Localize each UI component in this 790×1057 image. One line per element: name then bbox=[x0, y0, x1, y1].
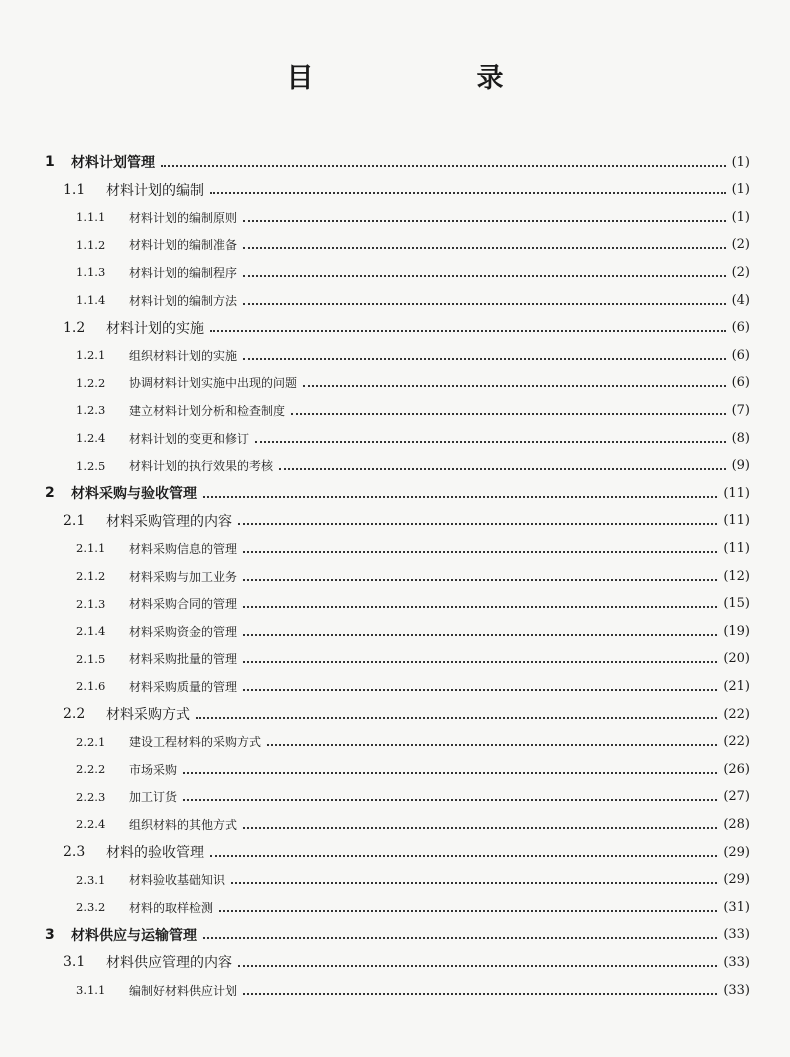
toc-entry-title: 材料采购信息的管理 bbox=[129, 541, 238, 556]
toc-entry[interactable] bbox=[0, 923, 790, 947]
dot-leader bbox=[267, 743, 717, 746]
toc-entry[interactable] bbox=[0, 260, 790, 284]
toc-entry-number: 2.1.1 bbox=[76, 541, 106, 556]
toc-entry-page: (6) bbox=[731, 320, 750, 336]
dot-leader bbox=[238, 964, 717, 967]
toc-entry[interactable] bbox=[0, 316, 790, 340]
toc-entry-page: (9) bbox=[731, 458, 750, 474]
toc-entry-title: 材料采购与加工业务 bbox=[129, 569, 238, 584]
dot-leader bbox=[243, 992, 717, 995]
toc-entry[interactable] bbox=[0, 840, 790, 864]
toc-entry-page: (4) bbox=[731, 292, 750, 308]
toc-entry[interactable] bbox=[0, 730, 790, 754]
toc-entry-page: (7) bbox=[731, 402, 750, 418]
toc-entry-number: 2.1.2 bbox=[76, 569, 106, 583]
toc-entry-number: 3.1 bbox=[63, 954, 86, 971]
toc-entry-number: 3.1.1 bbox=[76, 983, 106, 997]
toc-entry-title: 建设工程材料的采购方式 bbox=[129, 735, 262, 750]
toc-entry-number: 1.2.3 bbox=[76, 403, 106, 418]
toc-entry-title: 材料采购管理的内容 bbox=[106, 513, 232, 530]
toc-entry-page: (1) bbox=[731, 209, 750, 225]
toc-entry-page: (22) bbox=[723, 706, 750, 722]
dot-leader bbox=[243, 578, 717, 581]
page-title: 目 录 bbox=[286, 63, 572, 94]
toc-entry-page: (1) bbox=[731, 154, 750, 170]
toc-entry-number: 1.1.1 bbox=[76, 210, 106, 225]
toc-entry-number: 2.1 bbox=[63, 512, 86, 529]
toc-entry[interactable] bbox=[0, 647, 790, 671]
toc-entry[interactable] bbox=[0, 674, 790, 698]
toc-entry[interactable] bbox=[0, 398, 790, 422]
toc-entry-page: (2) bbox=[731, 237, 750, 253]
toc-entry-title: 材料采购批量的管理 bbox=[129, 652, 238, 667]
toc-entry-title: 材料采购与验收管理 bbox=[71, 486, 197, 503]
dot-leader bbox=[203, 936, 717, 939]
toc-entry-number: 1.2.5 bbox=[76, 458, 106, 473]
toc-entry-number: 2.3.1 bbox=[76, 872, 106, 887]
toc-entry-title: 材料计划的编制程序 bbox=[129, 265, 238, 280]
dot-leader bbox=[210, 329, 726, 332]
toc-entry-number: 2.1.5 bbox=[76, 651, 106, 666]
toc-entry-page: (33) bbox=[723, 954, 750, 970]
toc-entry-title: 材料的验收管理 bbox=[106, 845, 204, 861]
toc-entry[interactable] bbox=[0, 288, 790, 312]
dot-leader bbox=[255, 440, 726, 443]
dot-leader bbox=[243, 550, 717, 553]
toc-entry-page: (29) bbox=[723, 872, 750, 888]
toc-entry[interactable] bbox=[0, 343, 790, 367]
dot-leader bbox=[243, 660, 717, 663]
toc-entry-title: 材料的取样检测 bbox=[129, 900, 214, 915]
toc-entry[interactable] bbox=[0, 509, 790, 533]
dot-leader bbox=[203, 495, 717, 498]
dot-leader bbox=[243, 633, 717, 636]
toc-entry-number: 1.1.4 bbox=[76, 293, 106, 307]
toc-entry-title: 材料计划管理 bbox=[71, 155, 155, 171]
toc-entry-page: (28) bbox=[723, 816, 750, 832]
toc-entry[interactable] bbox=[0, 757, 790, 781]
toc-entry[interactable] bbox=[0, 150, 790, 174]
toc-entry-title: 组织材料的其他方式 bbox=[129, 817, 238, 832]
dot-leader bbox=[303, 384, 726, 387]
toc-entry-page: (8) bbox=[731, 430, 750, 446]
toc-entry[interactable] bbox=[0, 592, 790, 616]
toc-entry-title: 材料计划的变更和修订 bbox=[129, 431, 250, 446]
toc-entry-title: 材料计划的执行效果的考核 bbox=[129, 459, 274, 474]
toc-entry-number: 2.2.3 bbox=[76, 789, 106, 804]
toc-entry-number: 1.2.2 bbox=[76, 375, 106, 390]
toc-entry-number: 1.2.4 bbox=[76, 431, 106, 445]
dot-leader bbox=[243, 605, 717, 608]
toc-entry[interactable] bbox=[0, 536, 790, 560]
dot-leader bbox=[219, 909, 717, 912]
toc-entry-number: 2.2 bbox=[63, 706, 86, 722]
dot-leader bbox=[243, 246, 726, 249]
toc-entry[interactable] bbox=[0, 426, 790, 450]
toc-entry[interactable] bbox=[0, 564, 790, 588]
toc-entry-number: 1.2 bbox=[63, 319, 86, 336]
toc-entry-page: (31) bbox=[723, 899, 750, 915]
dot-leader bbox=[183, 798, 717, 801]
toc-entry-title: 协调材料计划实施中出现的问题 bbox=[129, 376, 298, 391]
toc-entry-title: 材料计划的编制方法 bbox=[129, 293, 238, 308]
toc-entry-title: 材料计划的编制原则 bbox=[129, 210, 238, 225]
toc-entry-page: (11) bbox=[723, 540, 750, 556]
toc-entry-title: 建立材料计划分析和检查制度 bbox=[129, 403, 286, 418]
toc-entry-title: 材料计划的编制准备 bbox=[129, 238, 238, 253]
toc-entry[interactable] bbox=[0, 454, 790, 478]
dot-leader bbox=[279, 467, 726, 470]
toc-entry-page: (33) bbox=[723, 927, 750, 943]
dot-leader bbox=[243, 219, 726, 222]
toc-entry-page: (19) bbox=[723, 623, 750, 639]
dot-leader bbox=[161, 164, 726, 167]
dot-leader bbox=[243, 357, 726, 360]
toc-entry-page: (22) bbox=[723, 734, 750, 750]
toc-entry-page: (11) bbox=[723, 513, 750, 529]
toc-entry-number: 1.1.2 bbox=[76, 237, 106, 252]
toc-entry-number: 3 bbox=[45, 926, 55, 943]
toc-entry[interactable] bbox=[0, 481, 790, 505]
toc-entry[interactable] bbox=[0, 950, 790, 974]
dot-leader bbox=[196, 716, 717, 719]
dot-leader bbox=[243, 274, 726, 277]
toc-entry[interactable] bbox=[0, 895, 790, 919]
toc-entry-number: 2.2.2 bbox=[76, 762, 106, 777]
dot-leader bbox=[291, 412, 726, 415]
toc-entry-page: (20) bbox=[723, 651, 750, 667]
toc-entry-title: 材料计划的编制 bbox=[106, 182, 204, 199]
dot-leader bbox=[210, 854, 717, 857]
toc-entry-title: 市场采购 bbox=[129, 762, 178, 777]
toc-entry-number: 2.2.1 bbox=[76, 734, 106, 749]
toc-entry-number: 2 bbox=[45, 485, 55, 502]
dot-leader bbox=[243, 302, 726, 305]
toc-entry-number: 2.1.3 bbox=[76, 596, 106, 611]
toc-entry-title: 加工订货 bbox=[129, 790, 178, 805]
toc-entry[interactable] bbox=[0, 619, 790, 643]
toc-entry-title: 组织材料计划的实施 bbox=[129, 348, 238, 363]
toc-entry-title: 材料采购资金的管理 bbox=[129, 624, 238, 639]
toc-entry-page: (1) bbox=[731, 182, 750, 198]
toc-entry-page: (26) bbox=[723, 761, 750, 777]
toc-entry[interactable] bbox=[0, 371, 790, 395]
toc-entry-page: (6) bbox=[731, 347, 750, 363]
toc-entry-title: 材料采购合同的管理 bbox=[129, 597, 238, 612]
toc-entry-number: 2.3 bbox=[63, 844, 86, 860]
toc-entry-page: (2) bbox=[731, 264, 750, 280]
toc-entry-page: (11) bbox=[723, 485, 750, 501]
toc-entry-title: 材料供应管理的内容 bbox=[106, 955, 232, 972]
toc-entry-number: 2.1.4 bbox=[76, 624, 106, 639]
toc-entry-page: (12) bbox=[723, 568, 750, 584]
dot-leader bbox=[243, 826, 717, 829]
toc-entry-number: 1.1 bbox=[63, 181, 86, 198]
toc-entry[interactable] bbox=[0, 978, 790, 1002]
toc-entry[interactable] bbox=[0, 868, 790, 892]
toc-entry[interactable] bbox=[0, 812, 790, 836]
toc-entry[interactable] bbox=[0, 205, 790, 229]
toc-entry-page: (27) bbox=[723, 789, 750, 805]
toc-entry-number: 1.2.1 bbox=[76, 348, 106, 363]
toc-entry-page: (21) bbox=[723, 678, 750, 694]
toc-entry-page: (29) bbox=[723, 844, 750, 860]
toc-entry[interactable] bbox=[0, 785, 790, 809]
dot-leader bbox=[183, 771, 717, 774]
dot-leader bbox=[231, 881, 717, 884]
toc-entry[interactable] bbox=[0, 233, 790, 257]
toc-entry-number: 2.3.2 bbox=[76, 900, 106, 915]
toc-entry-title: 材料采购质量的管理 bbox=[129, 679, 238, 694]
toc-entry-title: 编制好材料供应计划 bbox=[129, 983, 238, 998]
toc-entry[interactable] bbox=[0, 178, 790, 202]
dot-leader bbox=[243, 688, 717, 691]
dot-leader bbox=[210, 191, 726, 194]
toc-entry-page: (6) bbox=[731, 375, 750, 391]
toc-entry-page: (15) bbox=[723, 596, 750, 612]
dot-leader bbox=[238, 522, 717, 525]
toc-entry-number: 2.1.6 bbox=[76, 679, 106, 694]
toc-entry-title: 材料供应与运输管理 bbox=[71, 927, 197, 944]
toc-entry-number: 1.1.3 bbox=[76, 265, 106, 280]
toc-entry-number: 1 bbox=[45, 154, 55, 170]
toc-entry[interactable] bbox=[0, 702, 790, 726]
toc-entry-number: 2.2.4 bbox=[76, 817, 106, 832]
toc-entry-page: (33) bbox=[723, 982, 750, 998]
toc-entry-title: 材料采购方式 bbox=[106, 707, 190, 723]
toc-entry-title: 材料验收基础知识 bbox=[129, 873, 226, 888]
toc-entry-title: 材料计划的实施 bbox=[106, 320, 204, 337]
